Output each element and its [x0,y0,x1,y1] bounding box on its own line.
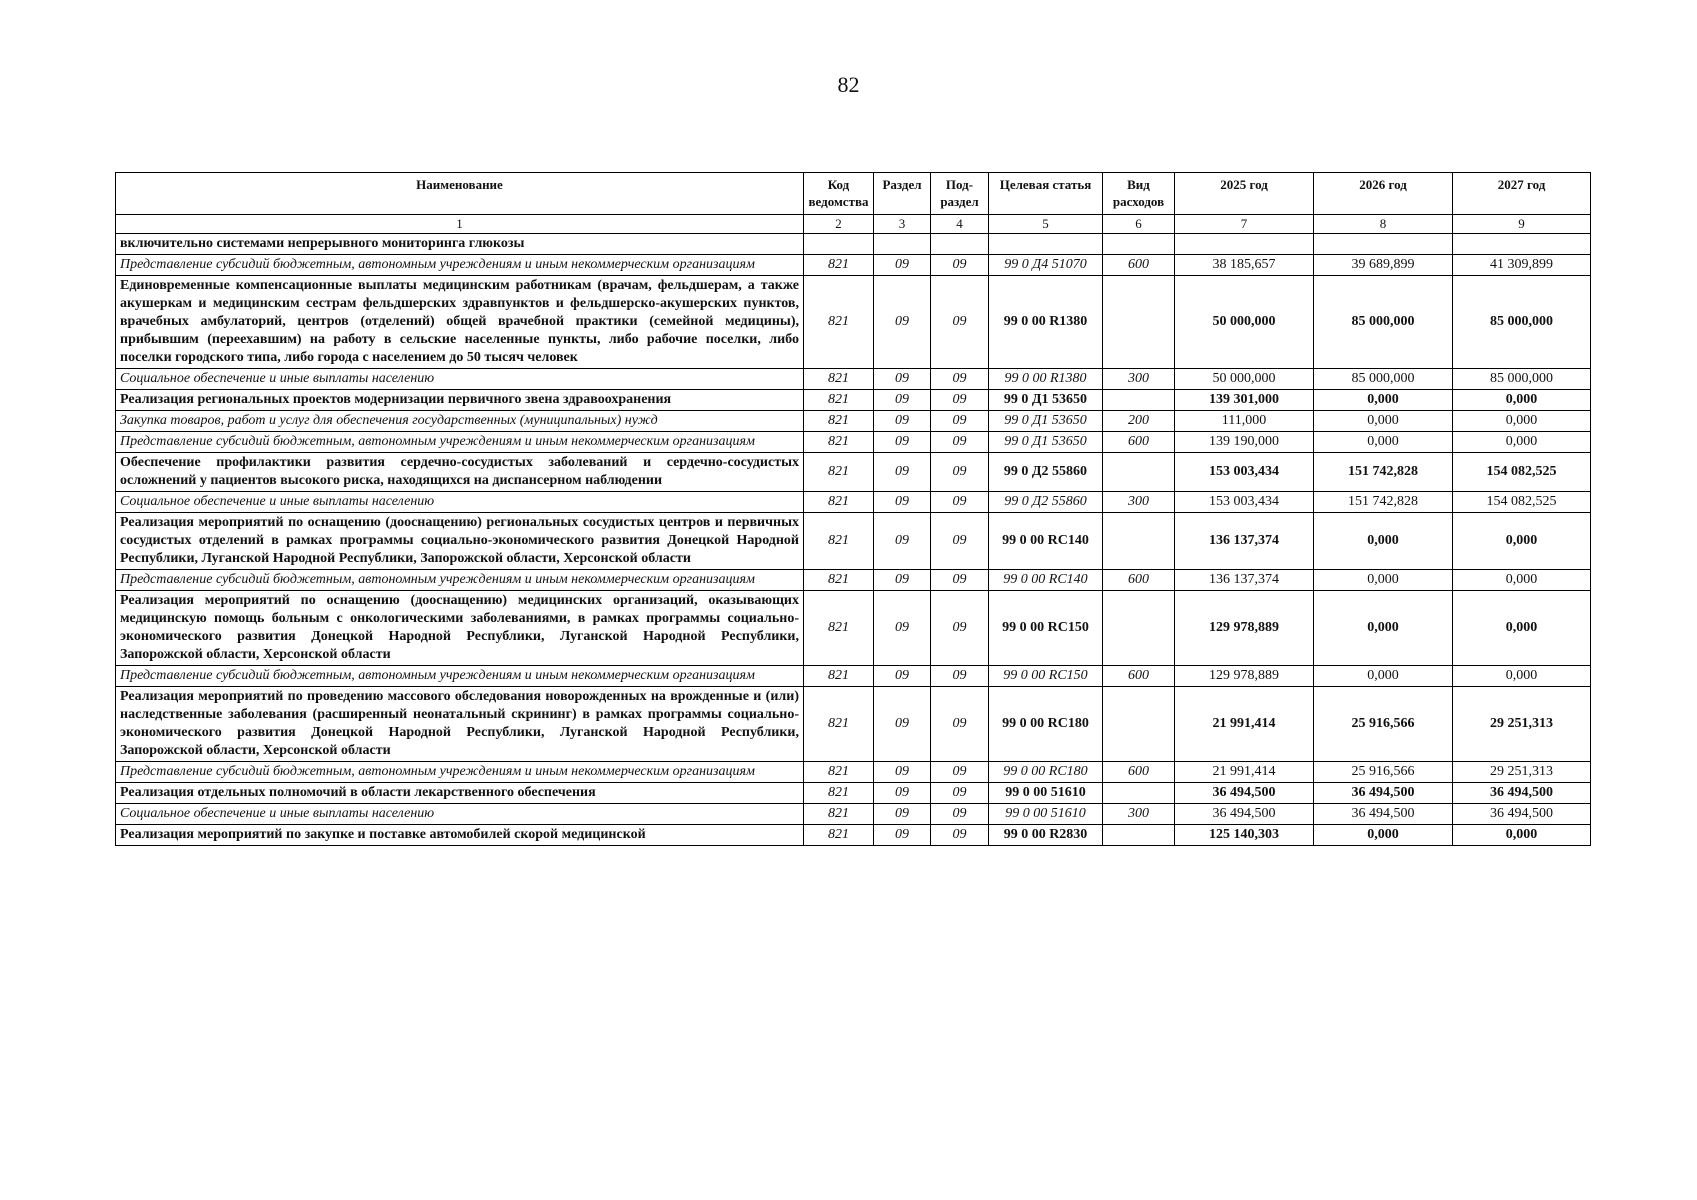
row-amount-2027: 0,000 [1453,513,1591,570]
row-section: 09 [874,453,931,492]
row-name: Представление субсидий бюджетным, автономным учреждениям и иным некоммерческим организациям [116,762,804,783]
row-dept-code: 821 [804,825,874,846]
row-section: 09 [874,369,931,390]
row-amount-2026: 0,000 [1314,432,1453,453]
table-row [116,825,1591,846]
column-number: 1 [116,215,804,234]
row-subsection: 09 [931,783,989,804]
row-amount-2025: 153 003,434 [1175,453,1314,492]
row-amount-2025 [1175,234,1314,255]
row-section: 09 [874,432,931,453]
row-amount-2025: 153 003,434 [1175,492,1314,513]
column-number: 8 [1314,215,1453,234]
row-section [874,234,931,255]
row-amount-2026: 85 000,000 [1314,276,1453,369]
row-amount-2027: 41 309,899 [1453,255,1591,276]
row-amount-2026: 0,000 [1314,570,1453,591]
row-target-article: 99 0 00 RC180 [989,762,1103,783]
row-amount-2025: 21 991,414 [1175,687,1314,762]
row-subsection: 09 [931,255,989,276]
row-name: Реализация мероприятий по проведению массового обследования новорожденных на врожденные и (или) наследственные заболевания (расширенный неонатальный скрининг) в рамках программы социально-экономического развития Донецкой Народной Республики, Луганской Народной Республики, Запорожской области, Херсонской области [116,687,804,762]
row-section: 09 [874,390,931,411]
row-dept-code: 821 [804,783,874,804]
row-expense-type: 200 [1103,411,1175,432]
row-amount-2025: 111,000 [1175,411,1314,432]
row-expense-type [1103,453,1175,492]
header-2027: 2027 год [1453,173,1591,215]
row-section: 09 [874,276,931,369]
row-name: Обеспечение профилактики развития сердечно-сосудистых заболеваний и сердечно-сосудистых осложнений у пациентов высокого риска, находящихся на диспансерном наблюдении [116,453,804,492]
row-dept-code: 821 [804,666,874,687]
row-amount-2026: 0,000 [1314,390,1453,411]
row-amount-2026: 25 916,566 [1314,762,1453,783]
row-amount-2027: 29 251,313 [1453,687,1591,762]
row-subsection: 09 [931,411,989,432]
table-row [116,570,1591,591]
table-row [116,369,1591,390]
row-amount-2027: 36 494,500 [1453,804,1591,825]
row-amount-2026: 0,000 [1314,513,1453,570]
table-body [116,234,1591,846]
row-target-article: 99 0 Д2 55860 [989,492,1103,513]
table-row [116,234,1591,255]
row-target-article: 99 0 Д2 55860 [989,453,1103,492]
row-section: 09 [874,687,931,762]
row-expense-type [1103,783,1175,804]
row-amount-2027: 0,000 [1453,411,1591,432]
row-amount-2025: 136 137,374 [1175,570,1314,591]
row-name: Реализация мероприятий по закупке и поставке автомобилей скорой медицинской [116,825,804,846]
table-row [116,492,1591,513]
row-name: Реализация отдельных полномочий в области лекарственного обеспечения [116,783,804,804]
row-expense-type [1103,276,1175,369]
row-subsection: 09 [931,762,989,783]
row-expense-type [1103,825,1175,846]
row-subsection: 09 [931,591,989,666]
table-row [116,783,1591,804]
row-amount-2026: 36 494,500 [1314,783,1453,804]
row-dept-code: 821 [804,369,874,390]
table-row [116,762,1591,783]
row-dept-code: 821 [804,804,874,825]
row-amount-2025: 50 000,000 [1175,369,1314,390]
row-amount-2027: 0,000 [1453,432,1591,453]
row-dept-code: 821 [804,513,874,570]
row-amount-2027: 154 082,525 [1453,492,1591,513]
row-target-article [989,234,1103,255]
header-target: Целевая статья [989,173,1103,215]
row-dept-code: 821 [804,762,874,783]
row-name: включительно системами непрерывного мониторинга глюкозы [116,234,804,255]
row-amount-2027: 36 494,500 [1453,783,1591,804]
row-dept-code: 821 [804,591,874,666]
row-subsection [931,234,989,255]
row-amount-2025: 139 190,000 [1175,432,1314,453]
row-target-article: 99 0 00 RC140 [989,513,1103,570]
row-amount-2027: 29 251,313 [1453,762,1591,783]
header-row [116,173,1591,215]
table-row [116,411,1591,432]
row-subsection: 09 [931,666,989,687]
row-amount-2025: 36 494,500 [1175,804,1314,825]
row-expense-type [1103,687,1175,762]
row-amount-2027 [1453,234,1591,255]
header-dept: Код ведомства [804,173,874,215]
row-subsection: 09 [931,570,989,591]
row-amount-2026: 0,000 [1314,591,1453,666]
table-row [116,276,1591,369]
row-subsection: 09 [931,369,989,390]
row-dept-code [804,234,874,255]
row-target-article: 99 0 Д1 53650 [989,432,1103,453]
row-subsection: 09 [931,390,989,411]
column-number: 4 [931,215,989,234]
header-2025: 2025 год [1175,173,1314,215]
row-amount-2025: 36 494,500 [1175,783,1314,804]
row-amount-2026: 0,000 [1314,666,1453,687]
row-amount-2026: 0,000 [1314,825,1453,846]
page-number: 82 [837,72,860,97]
row-expense-type [1103,234,1175,255]
row-subsection: 09 [931,513,989,570]
column-number: 5 [989,215,1103,234]
row-name: Единовременные компенсационные выплаты медицинским работникам (врачам, фельдшерам, а также акушеркам и медицинским сестрам фельдшерских здравпунктов и фельдшерско-акушерских пунктов, врачебных амбулаторий, центров (отделений) общей врачебной практики (семейной медицины), прибывшим (переехавшим) на работу в сельские населенные пункты, либо рабочие поселки, либо поселки городского типа, либо города с населением до 50 тысяч человек [116,276,804,369]
header-2026: 2026 год [1314,173,1453,215]
row-name: Закупка товаров, работ и услуг для обеспечения государственных (муниципальных) нужд [116,411,804,432]
row-target-article: 99 0 00 R2830 [989,825,1103,846]
row-subsection: 09 [931,492,989,513]
row-amount-2026: 85 000,000 [1314,369,1453,390]
column-number-row [116,215,1591,234]
row-amount-2026: 0,000 [1314,411,1453,432]
table-row [116,687,1591,762]
row-amount-2026: 39 689,899 [1314,255,1453,276]
row-expense-type: 300 [1103,369,1175,390]
row-section: 09 [874,825,931,846]
row-subsection: 09 [931,825,989,846]
row-expense-type: 300 [1103,804,1175,825]
row-amount-2025: 129 978,889 [1175,666,1314,687]
column-number: 9 [1453,215,1591,234]
table-row [116,666,1591,687]
row-target-article: 99 0 Д4 51070 [989,255,1103,276]
table-row [116,513,1591,570]
row-amount-2025: 21 991,414 [1175,762,1314,783]
row-section: 09 [874,411,931,432]
row-subsection: 09 [931,453,989,492]
row-expense-type: 600 [1103,255,1175,276]
table-row [116,432,1591,453]
row-subsection: 09 [931,687,989,762]
row-dept-code: 821 [804,255,874,276]
budget-table [115,172,1591,846]
row-dept-code: 821 [804,411,874,432]
row-target-article: 99 0 Д1 53650 [989,390,1103,411]
header-subsection: Под-раздел [931,173,989,215]
row-target-article: 99 0 00 RC180 [989,687,1103,762]
row-section: 09 [874,255,931,276]
row-subsection: 09 [931,432,989,453]
row-target-article: 99 0 Д1 53650 [989,411,1103,432]
row-amount-2027: 0,000 [1453,591,1591,666]
row-amount-2027: 0,000 [1453,825,1591,846]
row-target-article: 99 0 00 R1380 [989,276,1103,369]
row-amount-2025: 136 137,374 [1175,513,1314,570]
row-name: Социальное обеспечение и иные выплаты населению [116,804,804,825]
row-expense-type: 300 [1103,492,1175,513]
header-type: Вид расходов [1103,173,1175,215]
table-row [116,390,1591,411]
table-row [116,591,1591,666]
row-section: 09 [874,591,931,666]
row-target-article: 99 0 00 51610 [989,804,1103,825]
row-amount-2026 [1314,234,1453,255]
header-section: Раздел [874,173,931,215]
row-expense-type [1103,591,1175,666]
row-section: 09 [874,783,931,804]
row-name: Представление субсидий бюджетным, автономным учреждениям и иным некоммерческим организациям [116,432,804,453]
row-section: 09 [874,570,931,591]
row-amount-2026: 25 916,566 [1314,687,1453,762]
row-dept-code: 821 [804,492,874,513]
row-amount-2026: 151 742,828 [1314,492,1453,513]
row-amount-2025: 139 301,000 [1175,390,1314,411]
row-amount-2026: 36 494,500 [1314,804,1453,825]
row-amount-2025: 129 978,889 [1175,591,1314,666]
row-amount-2027: 0,000 [1453,390,1591,411]
row-dept-code: 821 [804,687,874,762]
row-section: 09 [874,666,931,687]
row-name: Представление субсидий бюджетным, автономным учреждениям и иным некоммерческим организациям [116,255,804,276]
row-name: Социальное обеспечение и иные выплаты населению [116,492,804,513]
row-dept-code: 821 [804,453,874,492]
table-row [116,804,1591,825]
row-name: Реализация мероприятий по оснащению (дооснащению) региональных сосудистых центров и первичных сосудистых отделений в рамках программы социально-экономического развития Донецкой Народной Республики, Луганской Народной Республики, Запорожской области, Херсонской области [116,513,804,570]
row-amount-2027: 85 000,000 [1453,276,1591,369]
row-name: Реализация региональных проектов модернизации первичного звена здравоохранения [116,390,804,411]
row-section: 09 [874,513,931,570]
row-name: Представление субсидий бюджетным, автономным учреждениям и иным некоммерческим организациям [116,666,804,687]
row-name: Реализация мероприятий по оснащению (дооснащению) медицинских организаций, оказывающих медицинскую помощь больным с онкологическими заболеваниями, в рамках программы социально-экономического развития Донецкой Народной Республики, Луганской Народной Республики, Запорожской области, Херсонской области [116,591,804,666]
row-section: 09 [874,804,931,825]
row-dept-code: 821 [804,432,874,453]
row-amount-2025: 38 185,657 [1175,255,1314,276]
row-target-article: 99 0 00 RC150 [989,591,1103,666]
column-number: 7 [1175,215,1314,234]
row-target-article: 99 0 00 51610 [989,783,1103,804]
table-row [116,453,1591,492]
row-subsection: 09 [931,804,989,825]
row-section: 09 [874,492,931,513]
row-amount-2026: 151 742,828 [1314,453,1453,492]
row-expense-type: 600 [1103,762,1175,783]
table-row [116,255,1591,276]
row-amount-2027: 0,000 [1453,570,1591,591]
row-dept-code: 821 [804,276,874,369]
row-amount-2027: 85 000,000 [1453,369,1591,390]
row-expense-type: 600 [1103,666,1175,687]
row-expense-type [1103,513,1175,570]
row-amount-2025: 50 000,000 [1175,276,1314,369]
column-number: 6 [1103,215,1175,234]
column-number: 2 [804,215,874,234]
row-expense-type [1103,390,1175,411]
row-dept-code: 821 [804,570,874,591]
row-section: 09 [874,762,931,783]
row-expense-type: 600 [1103,432,1175,453]
row-amount-2027: 0,000 [1453,666,1591,687]
row-expense-type: 600 [1103,570,1175,591]
row-target-article: 99 0 00 RC150 [989,666,1103,687]
row-name: Социальное обеспечение и иные выплаты населению [116,369,804,390]
row-target-article: 99 0 00 RC140 [989,570,1103,591]
row-subsection: 09 [931,276,989,369]
row-target-article: 99 0 00 R1380 [989,369,1103,390]
row-name: Представление субсидий бюджетным, автономным учреждениям и иным некоммерческим организациям [116,570,804,591]
row-dept-code: 821 [804,390,874,411]
header-name: Наименование [116,173,804,215]
row-amount-2025: 125 140,303 [1175,825,1314,846]
column-number: 3 [874,215,931,234]
row-amount-2027: 154 082,525 [1453,453,1591,492]
